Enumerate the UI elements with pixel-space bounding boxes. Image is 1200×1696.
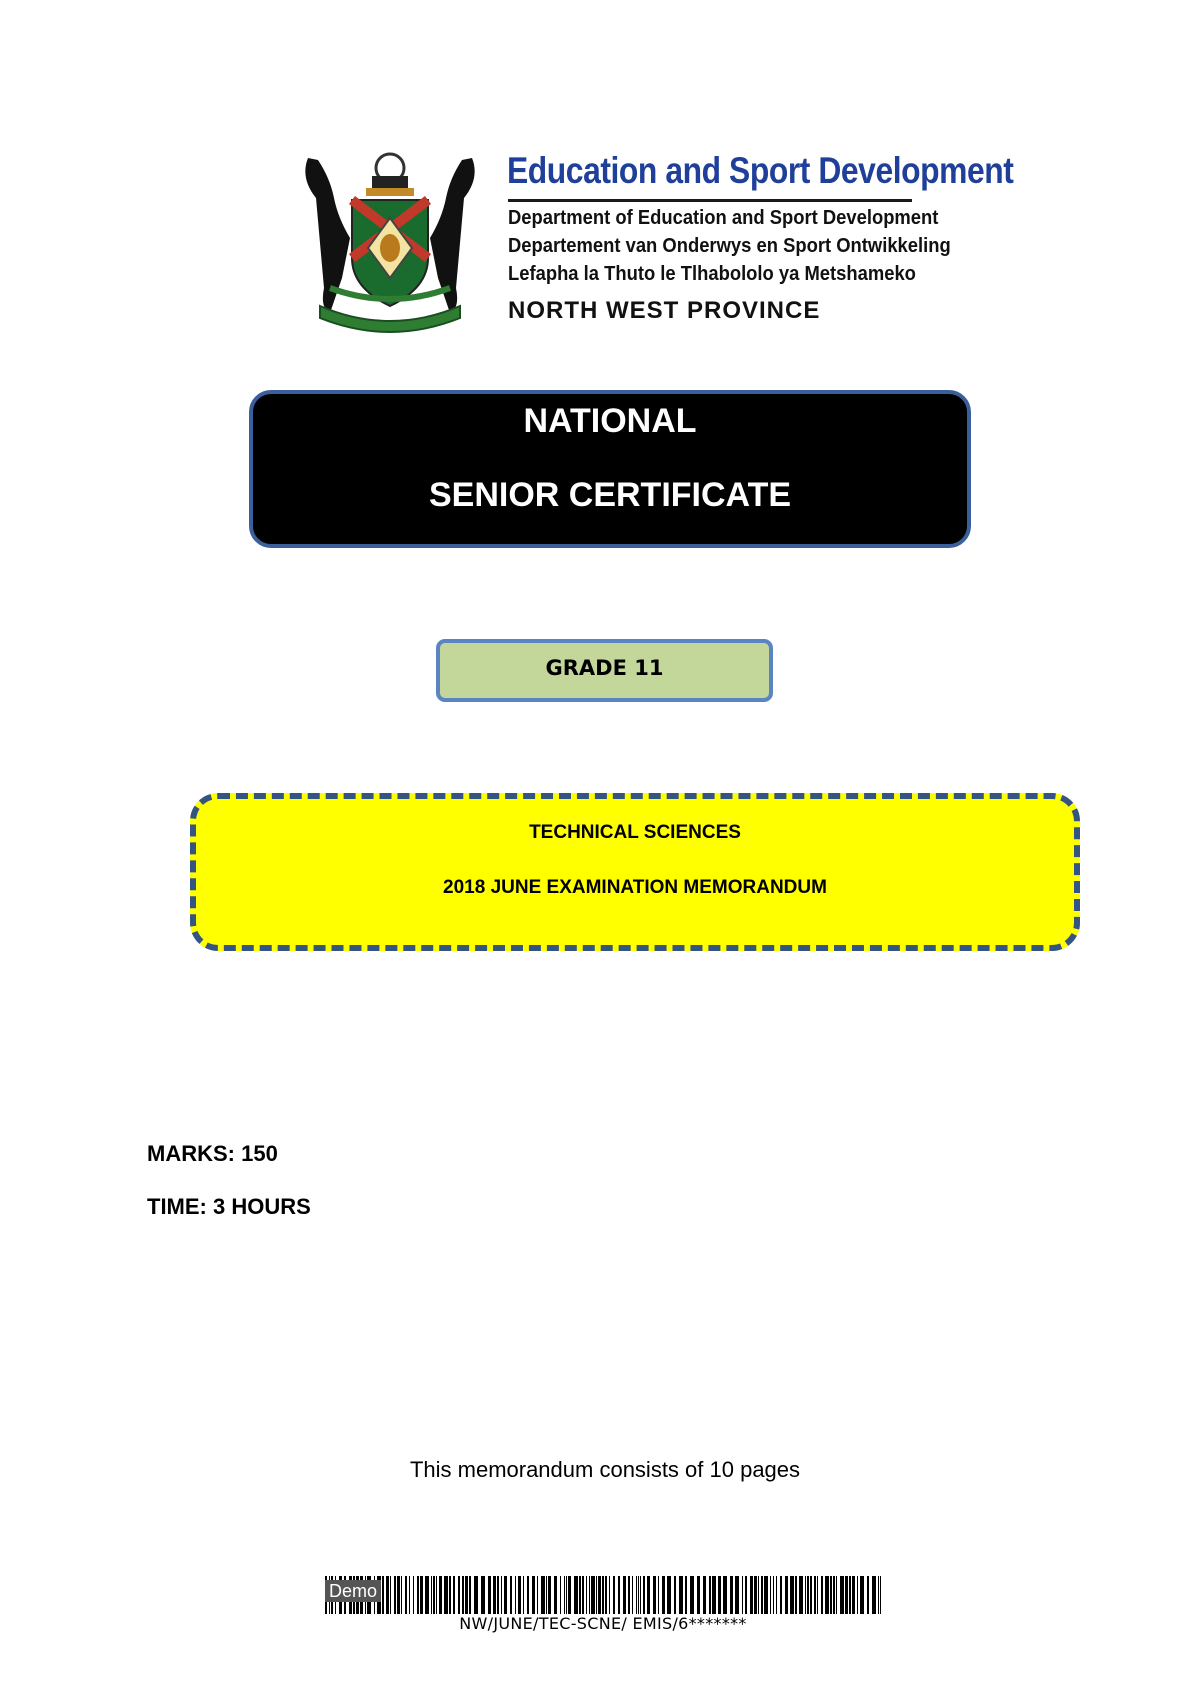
barcode-bar: [662, 1576, 665, 1614]
barcode-bar: [523, 1576, 524, 1614]
demo-tag: Demo: [325, 1580, 381, 1602]
barcode-bar: [764, 1576, 768, 1614]
barcode-bar: [852, 1576, 855, 1614]
barcode-bar: [574, 1576, 578, 1614]
department-name-setswana: Lefapha la Thuto le Tlhabololo ya Metshameko: [508, 263, 916, 285]
barcode-bar: [439, 1576, 442, 1614]
barcode-bar: [564, 1576, 565, 1614]
barcode-bar: [397, 1576, 400, 1614]
barcode-bar: [431, 1576, 432, 1614]
barcode-bar: [790, 1576, 794, 1614]
barcode-bar: [632, 1576, 633, 1614]
barcode-text: NW/JUNE/TEC-SCNE/ EMIS/6*******: [459, 1614, 747, 1633]
barcode-bar: [623, 1576, 626, 1614]
barcode-bar: [548, 1576, 551, 1614]
barcode-bar: [586, 1576, 587, 1614]
barcode-bar: [658, 1576, 659, 1614]
barcode-bar: [602, 1576, 604, 1614]
barcode-bar: [405, 1576, 407, 1614]
barcode-bar: [568, 1576, 571, 1614]
barcode-bar: [872, 1576, 876, 1614]
barcode-bar: [685, 1576, 687, 1614]
barcode-bar: [413, 1576, 414, 1614]
barcode-bar: [653, 1576, 656, 1614]
barcode-bar: [449, 1576, 451, 1614]
barcode-bar: [849, 1576, 851, 1614]
barcode-bar: [425, 1576, 429, 1614]
barcode-bar: [618, 1576, 620, 1614]
barcode-bar: [643, 1576, 645, 1614]
barcode-bar: [640, 1576, 641, 1614]
barcode-bar: [628, 1576, 630, 1614]
barcode-bar: [386, 1576, 389, 1614]
certificate-line-national: NATIONAL: [523, 402, 697, 440]
barcode-bar: [589, 1576, 590, 1614]
barcode-bar: [605, 1576, 607, 1614]
time-info: TIME: 3 HOURS: [147, 1194, 311, 1219]
barcode-bar: [504, 1576, 507, 1614]
barcode-bar: [382, 1576, 384, 1614]
marks-info: MARKS: 150: [147, 1141, 278, 1166]
subject-banner: [190, 793, 1080, 951]
barcode-bar: [638, 1576, 639, 1614]
barcode-bar: [697, 1576, 700, 1614]
barcode-bar: [735, 1576, 739, 1614]
barcode-bar: [420, 1576, 423, 1614]
barcode-bar: [465, 1576, 468, 1614]
grade-label: GRADE 11: [545, 656, 664, 680]
barcode-bar: [598, 1576, 601, 1614]
barcode-bar: [723, 1576, 727, 1614]
barcode-bar: [742, 1576, 743, 1614]
barcode-bar: [709, 1576, 711, 1614]
barcode-bar: [394, 1576, 396, 1614]
barcode-bar: [770, 1576, 771, 1614]
barcode-bar: [554, 1576, 557, 1614]
barcode-bar: [433, 1576, 435, 1614]
barcode-bar: [488, 1576, 491, 1614]
barcode-bar: [836, 1576, 837, 1614]
barcode-bar: [417, 1576, 419, 1614]
barcode-bar: [780, 1576, 782, 1614]
barcode-bar: [390, 1576, 391, 1614]
barcode-bar: [579, 1576, 581, 1614]
barcode-bar: [474, 1576, 478, 1614]
barcode-bar: [840, 1576, 844, 1614]
barcode-bar: [867, 1576, 869, 1614]
barcode-bar: [754, 1576, 757, 1614]
department-name-afrikaans: Departement van Onderwys en Sport Ontwikkeling: [508, 235, 951, 257]
barcode-bar: [546, 1576, 547, 1614]
barcode-bar: [409, 1576, 410, 1614]
barcode-bar: [674, 1576, 676, 1614]
barcode-bar: [703, 1576, 706, 1614]
barcode-bar: [833, 1576, 835, 1614]
barcode-bar: [444, 1576, 448, 1614]
barcode-bar: [805, 1576, 806, 1614]
barcode-bar: [810, 1576, 812, 1614]
barcode-bar: [532, 1576, 535, 1614]
barcode-bar: [799, 1576, 803, 1614]
barcode-bar: [758, 1576, 759, 1614]
barcode-bar: [857, 1576, 858, 1614]
barcode-bar: [510, 1576, 512, 1614]
barcode-bar: [501, 1576, 502, 1614]
barcode-bar: [453, 1576, 455, 1614]
exam-title: 2018 JUNE EXAMINATION MEMORANDUM: [443, 877, 827, 898]
province-name: NORTH WEST PROVINCE: [508, 297, 821, 324]
barcode-bar: [730, 1576, 733, 1614]
barcode-bar: [469, 1576, 471, 1614]
barcode-bar: [785, 1576, 788, 1614]
barcode-bar: [462, 1576, 464, 1614]
barcode-bar: [566, 1576, 567, 1614]
barcode-bar: [776, 1576, 777, 1614]
barcode-bar: [458, 1576, 460, 1614]
subject-name: TECHNICAL SCIENCES: [529, 822, 741, 843]
barcode-bar: [541, 1576, 545, 1614]
barcode-bar: [436, 1576, 437, 1614]
barcode-bar: [814, 1576, 816, 1614]
barcode-bar: [596, 1576, 597, 1614]
header-divider: [508, 199, 912, 202]
barcode-bar: [497, 1576, 499, 1614]
barcode-bar: [817, 1576, 818, 1614]
barcode-bar: [845, 1576, 848, 1614]
barcode-bar: [582, 1576, 584, 1614]
barcode-bar: [518, 1576, 521, 1614]
barcode-bar: [527, 1576, 529, 1614]
barcode-bar: [745, 1576, 747, 1614]
barcode-bar: [481, 1576, 485, 1614]
barcode-bar: [718, 1576, 721, 1614]
barcode-bar: [795, 1576, 797, 1614]
barcode-bar: [878, 1576, 879, 1614]
barcode-bar: [679, 1576, 683, 1614]
barcode-bar: [515, 1576, 516, 1614]
department-name-english: Department of Education and Sport Development: [508, 207, 939, 229]
department-title: Education and Sport Development: [507, 150, 1014, 191]
barcode-bar: [609, 1576, 610, 1614]
barcode-bar: [667, 1576, 671, 1614]
barcode-bar: [401, 1576, 402, 1614]
barcode-bar: [880, 1576, 881, 1614]
coat-of-arms-icon: [290, 138, 490, 338]
barcode-bar: [807, 1576, 809, 1614]
certificate-line-senior: SENIOR CERTIFICATE: [428, 476, 792, 514]
barcode-bar: [860, 1576, 864, 1614]
barcode: [325, 1576, 881, 1614]
page-count-note: This memorandum consists of 10 pages: [409, 1457, 801, 1482]
barcode-bar: [825, 1576, 829, 1614]
barcode-bar: [830, 1576, 832, 1614]
barcode-bar: [560, 1576, 561, 1614]
barcode-bar: [773, 1576, 774, 1614]
barcode-bar: [690, 1576, 694, 1614]
barcode-bar: [636, 1576, 637, 1614]
barcode-bar: [750, 1576, 753, 1614]
barcode-bar: [493, 1576, 496, 1614]
barcode-bar: [821, 1576, 823, 1614]
barcode-bar: [613, 1576, 615, 1614]
barcode-bar: [537, 1576, 538, 1614]
barcode-bar: [712, 1576, 716, 1614]
barcode-bar: [761, 1576, 763, 1614]
barcode-bar: [647, 1576, 650, 1614]
barcode-bar: [591, 1576, 595, 1614]
